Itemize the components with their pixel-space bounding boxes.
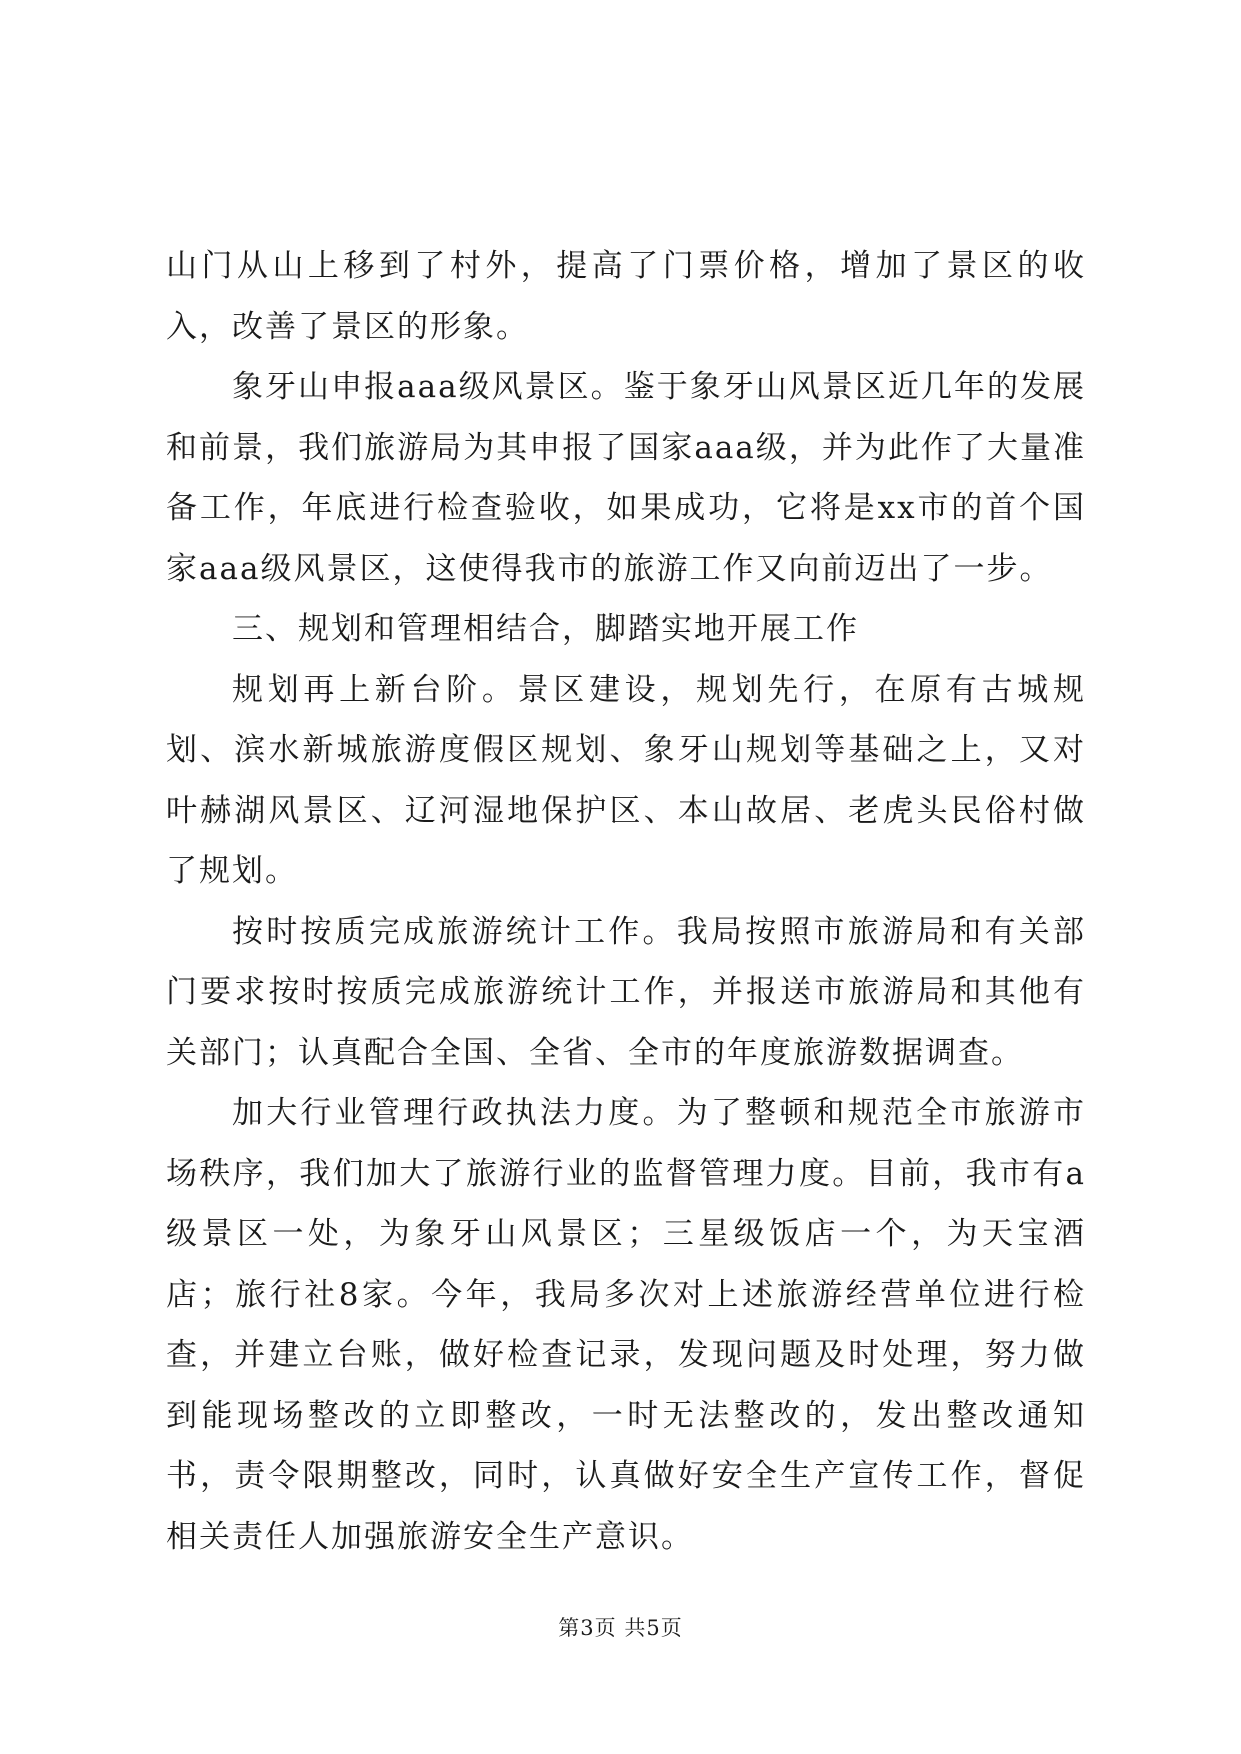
paragraph-continuation: 山门从山上移到了村外，提高了门票价格，增加了景区的收入，改善了景区的形象。 bbox=[166, 248, 1086, 345]
document-body bbox=[166, 236, 1086, 1567]
page-number-footer: 第3页 共5页 bbox=[558, 1616, 683, 1640]
paragraph-planning: 规划再上新台阶。景区建设，规划先行，在原有古城规划、滨水新城旅游度假区规划、象牙山规划等基础之上，又对叶赫湖风景区、辽河湿地保护区、本山故居、老虎头民俗村做了规划。 bbox=[166, 671, 1086, 889]
paragraph-law-enforcement: 加大行业管理行政执法力度。为了整顿和规范全市旅游市场秩序，我们加大了旅游行业的监督管理力度。目前，我市有a级景区一处，为象牙山风景区；三星级饭店一个，为天宝酒店；旅行社8家。今年，我局多次对上述旅游经营单位进行检查，并建立台账，做好检查记录，发现问题及时处理，努力做到能现场整改的立即整改，一时无法整改的，发出整改通知书，责令限期整改，同时，认真做好安全生产宣传工作，督促相关责任人加强旅游安全生产意识。 bbox=[166, 1095, 1086, 1555]
paragraph-statistics: 按时按质完成旅游统计工作。我局按照市旅游局和有关部门要求按时按质完成旅游统计工作，并报送市旅游局和其他有关部门；认真配合全国、全省、全市的年度旅游数据调查。 bbox=[166, 913, 1086, 1071]
paragraph-xiangyashan-application: 象牙山申报aaa级风景区。鉴于象牙山风景区近几年的发展和前景，我们旅游局为其申报了国家aaa级，并为此作了大量准备工作，年底进行检查验收，如果成功，它将是xx市的首个国家aaa级风景区，这使得我市的旅游工作又向前迈出了一步。 bbox=[166, 369, 1086, 587]
section-heading-three: 三、规划和管理相结合，脚踏实地开展工作 bbox=[232, 611, 859, 647]
